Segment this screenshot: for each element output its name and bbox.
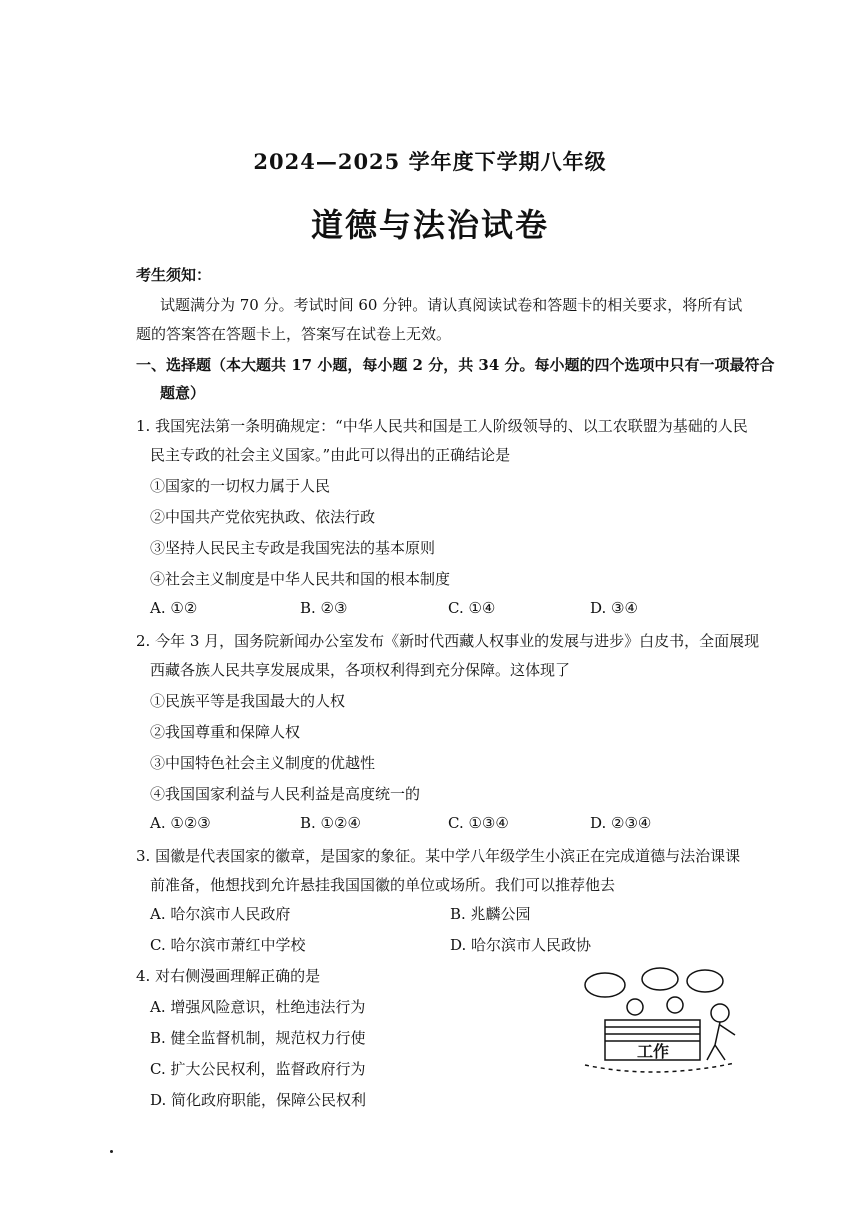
q4-option-b: B. 健全监督机制，规范权力行使 bbox=[150, 1029, 366, 1047]
notice-heading: 考生须知： bbox=[136, 266, 212, 284]
notice-line-2: 题的答案答在答题卡上，答案写在试卷上无效。 bbox=[136, 325, 452, 343]
q2-stem-line2: 西藏各族人民共享发展成果，各项权利得到充分保障。这体现了 bbox=[150, 661, 571, 679]
q1-item-1: ①国家的一切权力属于人民 bbox=[150, 477, 331, 495]
section-heading-line2: 题意） bbox=[160, 384, 206, 402]
q1-stem-line1: 1. 我国宪法第一条明确规定：“中华人民共和国是工人阶级领导的、以工农联盟为基础的人民 bbox=[136, 417, 748, 435]
q1-item-4: ④社会主义制度是中华人民共和国的根本制度 bbox=[150, 570, 451, 588]
q1-stem-line2: 民主专政的社会主义国家。”由此可以得出的正确结论是 bbox=[150, 446, 511, 464]
q3-option-c: C. 哈尔滨市萧红中学校 bbox=[150, 936, 306, 954]
q2-option-c: C. ①③④ bbox=[448, 814, 509, 832]
q1-option-a: A. ①② bbox=[150, 599, 198, 617]
scan-dot bbox=[110, 1150, 113, 1153]
q2-stem-line1: 2. 今年 3 月，国务院新闻办公室发布《新时代西藏人权事业的发展与进步》白皮书，全面展现 bbox=[136, 632, 760, 650]
exam-title-line2: 道德与法治试卷 bbox=[310, 206, 549, 244]
q3-stem-line2: 前准备，他想找到允许悬挂我国国徽的单位或场所。我们可以推荐他去 bbox=[150, 876, 616, 894]
q3-option-b: B. 兆麟公园 bbox=[450, 905, 531, 923]
cartoon-work-label: 工作 bbox=[637, 1042, 670, 1061]
q2-item-4: ④我国国家利益与人民利益是高度统一的 bbox=[150, 785, 421, 803]
cartoon-illustration bbox=[575, 965, 750, 1080]
q1-item-2: ②中国共产党依宪执政、依法行政 bbox=[150, 508, 376, 526]
section-heading-line1: 一、选择题（本大题共 17 小题，每小题 2 分，共 34 分。每小题的四个选项中只有一项最符合 bbox=[136, 356, 775, 374]
q1-option-b: B. ②③ bbox=[300, 599, 348, 617]
q4-option-d: D. 简化政府职能，保障公民权利 bbox=[150, 1091, 367, 1109]
q2-option-d: D. ②③④ bbox=[590, 814, 652, 832]
q1-option-d: D. ③④ bbox=[590, 599, 638, 617]
q2-option-a: A. ①②③ bbox=[150, 814, 211, 832]
q2-item-2: ②我国尊重和保障人权 bbox=[150, 723, 301, 741]
q1-item-3: ③坚持人民民主专政是我国宪法的基本原则 bbox=[150, 539, 436, 557]
q3-stem-line1: 3. 国徽是代表国家的徽章，是国家的象征。某中学八年级学生小滨正在完成道德与法治课课 bbox=[136, 847, 741, 865]
q3-option-d: D. 哈尔滨市人民政协 bbox=[450, 936, 592, 954]
q2-item-3: ③中国特色社会主义制度的优越性 bbox=[150, 754, 376, 772]
q4-option-c: C. 扩大公民权利，监督政府行为 bbox=[150, 1060, 366, 1078]
q3-option-a: A. 哈尔滨市人民政府 bbox=[150, 905, 291, 923]
q2-item-1: ①民族平等是我国最大的人权 bbox=[150, 692, 346, 710]
q1-option-c: C. ①④ bbox=[448, 599, 496, 617]
exam-title-line1: 2024—2025 学年度下学期八年级 bbox=[253, 149, 607, 174]
q2-option-b: B. ①②④ bbox=[300, 814, 361, 832]
q4-option-a: A. 增强风险意识，杜绝违法行为 bbox=[150, 998, 366, 1016]
q4-stem: 4. 对右侧漫画理解正确的是 bbox=[136, 967, 321, 985]
notice-line-1: 试题满分为 70 分。考试时间 60 分钟。请认真阅读试卷和答题卡的相关要求，将所有试 bbox=[160, 296, 743, 314]
